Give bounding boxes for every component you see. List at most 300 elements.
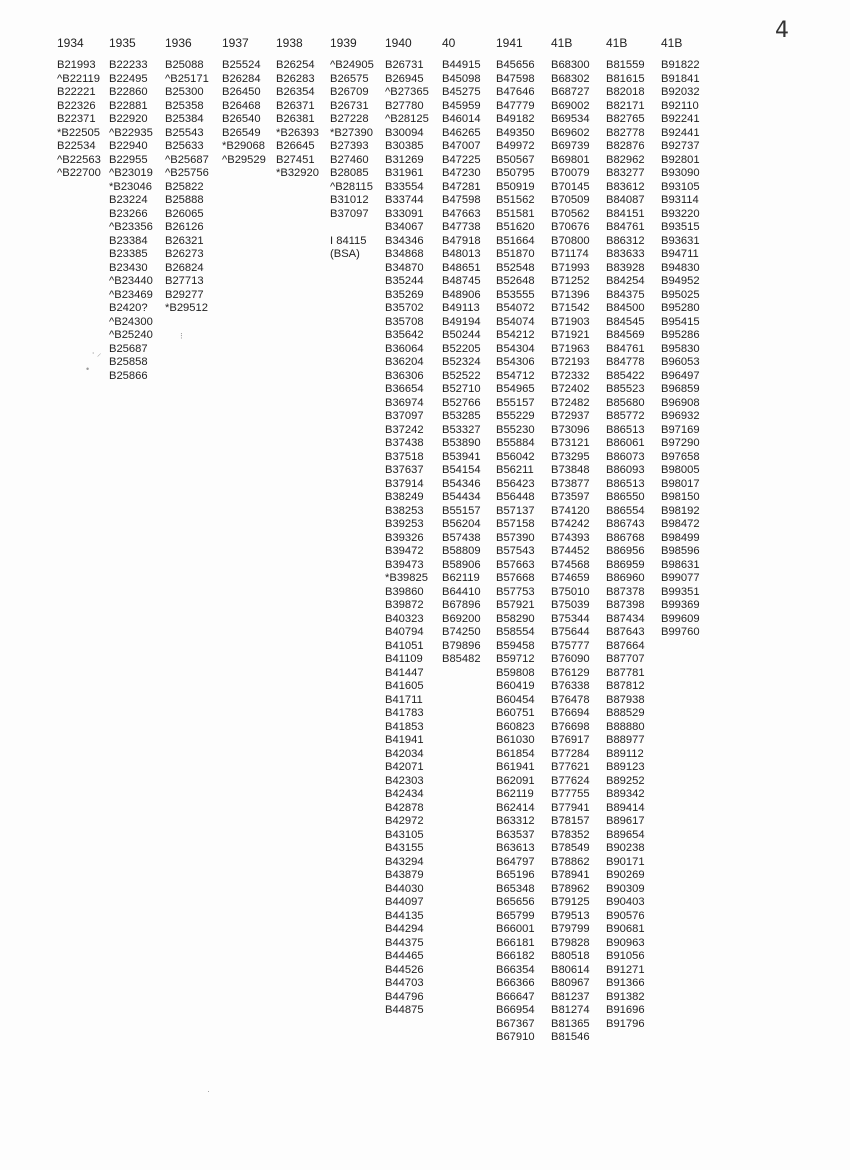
frame-number: B78157 [551, 815, 590, 827]
frame-number: B87434 [606, 612, 645, 625]
frame-number: B47598 [496, 72, 535, 85]
frame-number: B71963 [551, 342, 590, 355]
frame-number: B93105 [661, 180, 700, 193]
frame-number: ^B25687 [165, 153, 209, 166]
frame-number: B72402 [551, 383, 590, 395]
frame-number: ^B24300 [109, 315, 153, 328]
frame-number: B47007 [442, 140, 481, 152]
frame-number: *B39825 [385, 572, 428, 584]
frame-number: B41447 [385, 666, 424, 679]
frame-number: B56042 [496, 450, 535, 463]
frame-number: B76478 [551, 693, 590, 706]
frame-number: B41051 [385, 639, 424, 652]
frame-number: B35642 [385, 329, 424, 341]
frame-number: B58809 [442, 545, 481, 557]
frame-number: B89414 [606, 801, 645, 814]
frame-number: B61854 [496, 747, 535, 760]
frame-number: B87812 [606, 680, 645, 692]
frame-number: B33554 [385, 180, 424, 193]
frame-number: B99351 [661, 585, 700, 598]
frame-number: B77284 [551, 747, 590, 760]
frame-number: B41783 [385, 707, 424, 719]
frame-number: B80967 [551, 977, 590, 989]
frame-number: B26468 [222, 99, 261, 112]
frame-number: B75644 [551, 626, 590, 638]
frame-number: *B26393 [276, 126, 319, 139]
frame-number: B47281 [442, 180, 481, 193]
frame-number: B68302 [551, 72, 590, 85]
frame-number: B67910 [496, 1031, 535, 1043]
frame-number: B25858 [109, 356, 148, 368]
frame-number: B42034 [385, 747, 424, 760]
frame-number: B91822 [661, 59, 700, 71]
frame-number: B86073 [606, 450, 645, 463]
frame-number: B79828 [551, 936, 590, 949]
frame-number: B25822 [165, 180, 204, 193]
frame-number: B21993 [57, 59, 96, 71]
frame-number: B57438 [442, 531, 481, 544]
frame-number: B39473 [385, 558, 424, 571]
frame-number: B76338 [551, 680, 590, 692]
frame-number: B90403 [606, 896, 645, 908]
frame-number: B51664 [496, 234, 535, 247]
frame-number: B25543 [165, 126, 204, 139]
frame-number: B53890 [442, 437, 481, 449]
frame-number: B90269 [606, 869, 645, 881]
frame-number: B52766 [442, 396, 481, 409]
frame-number: B54212 [496, 329, 535, 341]
frame-number: ^B23469 [109, 288, 153, 301]
frame-number: B49113 [442, 302, 480, 314]
frame-number: B82962 [606, 153, 645, 166]
frame-number: B62119 [496, 788, 534, 800]
frame-number: B36204 [385, 356, 424, 368]
frame-number: B89252 [606, 774, 645, 787]
frame-number: ^B24905 [330, 59, 374, 71]
frame-number: B81559 [606, 59, 645, 71]
frame-number: B91382 [606, 990, 645, 1003]
frame-number: B22495 [109, 72, 148, 85]
frame-number: B41711 [385, 693, 423, 706]
frame-number: ^B25171 [165, 72, 209, 85]
frame-number: ^B23019 [109, 167, 153, 179]
frame-number: B84761 [606, 221, 645, 233]
frame-number: B61030 [496, 734, 535, 746]
frame-number: B71174 [551, 248, 589, 260]
frame-number: B69200 [442, 612, 481, 625]
frame-number: B64410 [442, 585, 481, 598]
frame-number: B41605 [385, 680, 424, 692]
column-header: 41B [551, 36, 573, 50]
frame-number: B35269 [385, 288, 424, 301]
frame-number: B54965 [496, 383, 535, 395]
frame-number: B39472 [385, 545, 424, 557]
frame-number: B84545 [606, 315, 645, 328]
frame-number: B26709 [330, 86, 369, 98]
frame-number: B44375 [385, 936, 424, 949]
frame-number: B80518 [551, 950, 590, 962]
frame-number: B47918 [442, 234, 481, 247]
frame-number: B96859 [661, 383, 700, 395]
frame-number: B69801 [551, 153, 590, 166]
frame-number: B44526 [385, 963, 424, 976]
frame-number: B26381 [276, 113, 315, 125]
frame-number: B50567 [496, 153, 535, 166]
frame-number: B72937 [551, 410, 590, 422]
frame-number: B36654 [385, 383, 424, 395]
frame-number: B98017 [661, 477, 700, 490]
frame-number: B37518 [385, 450, 424, 463]
frame-number: B84761 [606, 342, 645, 355]
frame-number: B53285 [442, 410, 481, 422]
frame-number: B84087 [606, 194, 645, 206]
frame-number: B41941 [385, 734, 424, 746]
frame-number: B51870 [496, 248, 535, 260]
frame-number: B85523 [606, 383, 645, 395]
frame-number: B73877 [551, 477, 590, 490]
frame-number: B57663 [496, 558, 535, 571]
frame-number: B25633 [165, 140, 204, 152]
frame-number: B44465 [385, 950, 424, 962]
frame-number: B54154 [442, 464, 481, 476]
frame-number: B59808 [496, 666, 535, 679]
frame-number: B70562 [551, 207, 590, 220]
frame-number: B37914 [385, 477, 424, 490]
frame-number: B75010 [551, 585, 590, 598]
frame-number: B33744 [385, 194, 424, 206]
frame-number: B34346 [385, 234, 424, 247]
frame-number: B25866 [109, 369, 148, 382]
frame-number: B95286 [661, 329, 700, 341]
frame-number: B92441 [661, 126, 700, 139]
frame-number: B93220 [661, 207, 700, 220]
frame-number: B42071 [385, 761, 424, 773]
frame-number: B49350 [496, 126, 535, 139]
frame-number: B44915 [442, 59, 481, 71]
frame-number: B27713 [165, 275, 204, 287]
frame-number: B88977 [606, 734, 645, 746]
frame-number: B52522 [442, 369, 481, 382]
frame-number: B52648 [496, 275, 535, 287]
frame-number: B94830 [661, 261, 700, 274]
frame-number: B99077 [661, 572, 700, 584]
frame-number: B33091 [385, 207, 424, 220]
frame-number: B26126 [165, 221, 204, 233]
frame-number: B48651 [442, 261, 481, 274]
frame-number: B27451 [276, 153, 315, 166]
frame-number: B23384 [109, 234, 148, 247]
frame-number: B51562 [496, 194, 535, 206]
frame-number: B87781 [606, 666, 645, 679]
frame-number: B74242 [551, 518, 590, 530]
frame-number: B63312 [496, 815, 535, 827]
frame-number: B54346 [442, 477, 481, 490]
frame-number: B92737 [661, 140, 700, 152]
frame-number: B22955 [109, 153, 148, 166]
frame-number: B34868 [385, 248, 424, 260]
frame-number: B93515 [661, 221, 700, 233]
frame-number: ^B28125 [385, 113, 429, 125]
frame-number: B26354 [276, 86, 315, 98]
frame-number: B47230 [442, 167, 481, 179]
frame-number: B87664 [606, 639, 645, 652]
frame-number: B91696 [606, 1004, 645, 1016]
frame-number: B92110 [661, 99, 699, 112]
frame-number: B82778 [606, 126, 645, 139]
frame-number: B98192 [661, 504, 700, 517]
frame-number: B60823 [496, 720, 535, 733]
frame-number: B91841 [661, 72, 700, 85]
frame-number: B85772 [606, 410, 645, 422]
frame-number: B27780 [385, 99, 424, 112]
frame-number: B42434 [385, 788, 424, 800]
column-header: 1939 [330, 36, 357, 50]
frame-number: B42972 [385, 815, 424, 827]
frame-number: B26450 [222, 86, 261, 98]
frame-number: B53555 [496, 288, 535, 301]
frame-number: B25524 [222, 59, 261, 71]
frame-number: B30094 [385, 126, 424, 139]
frame-number: B63613 [496, 842, 535, 854]
frame-number: B39872 [385, 599, 424, 611]
frame-number: B66001 [496, 923, 535, 935]
frame-number: B90576 [606, 909, 645, 922]
frame-number: B22233 [109, 59, 148, 71]
frame-number: B39326 [385, 531, 424, 544]
column-header: 41B [661, 36, 683, 50]
frame-number: B81237 [551, 990, 590, 1003]
frame-number: B96497 [661, 369, 700, 382]
frame-number: B57137 [496, 504, 535, 517]
frame-number: B75777 [551, 639, 590, 652]
frame-number: B67896 [442, 599, 481, 611]
frame-number: B82876 [606, 140, 645, 152]
frame-number: B22534 [57, 140, 96, 152]
frame-number: B86513 [606, 477, 645, 490]
frame-number: B22860 [109, 86, 148, 98]
frame-number: B90238 [606, 842, 645, 854]
frame-number: B26731 [330, 99, 369, 112]
frame-number: B39253 [385, 518, 424, 530]
frame-number: B99369 [661, 599, 700, 611]
frame-number: B53327 [442, 423, 481, 436]
frame-number: B77755 [551, 788, 590, 800]
frame-number: B50919 [496, 180, 535, 193]
frame-number: *B27390 [330, 126, 373, 139]
frame-number: B84778 [606, 356, 645, 368]
frame-number: B23224 [109, 194, 148, 206]
frame-number: B57158 [496, 518, 535, 530]
frame-number: B44030 [385, 882, 424, 895]
frame-number: B42303 [385, 774, 424, 787]
frame-number: B79799 [551, 923, 590, 935]
frame-number: B84375 [606, 288, 645, 301]
frame-number: *B29068 [222, 140, 265, 152]
frame-number: B87378 [606, 585, 645, 598]
frame-number: B25358 [165, 99, 204, 112]
frame-number: B50795 [496, 167, 535, 179]
column-header: 41B [606, 36, 628, 50]
frame-number: B22920 [109, 113, 148, 125]
frame-number: B55884 [496, 437, 535, 449]
frame-number: B65348 [496, 882, 535, 895]
frame-number: B66647 [496, 990, 535, 1003]
frame-number: B55157 [442, 504, 481, 517]
frame-number: B95415 [661, 315, 700, 328]
frame-number: B84151 [606, 207, 645, 220]
frame-number: B93631 [661, 234, 700, 247]
frame-number: B98472 [661, 518, 700, 530]
frame-number: B70509 [551, 194, 590, 206]
frame-number: B89112 [606, 747, 644, 760]
entry-list [661, 59, 731, 640]
frame-number: B86960 [606, 572, 645, 584]
frame-number: B74452 [551, 545, 590, 557]
frame-number: B97169 [661, 423, 700, 436]
frame-number: B69739 [551, 140, 590, 152]
frame-number: B82171 [606, 99, 645, 112]
frame-number: B44135 [385, 909, 424, 922]
stray-mark: ⁝ [180, 331, 183, 341]
frame-number: B30385 [385, 140, 424, 152]
frame-number: B91796 [606, 1017, 645, 1030]
frame-number: B74250 [442, 626, 481, 638]
frame-number: B86312 [606, 234, 645, 247]
frame-number: B91056 [606, 950, 645, 962]
frame-number: B87398 [606, 599, 645, 611]
frame-number: B25088 [165, 59, 204, 71]
frame-number: B29277 [165, 288, 204, 301]
frame-number: B70676 [551, 221, 590, 233]
frame-number: B38249 [385, 491, 424, 503]
frame-number: *B29512 [165, 302, 208, 314]
frame-number: B63537 [496, 828, 535, 841]
frame-number: B26645 [276, 140, 315, 152]
frame-number: B46265 [442, 126, 481, 139]
frame-number: B36974 [385, 396, 424, 409]
frame-number: B55230 [496, 423, 535, 436]
frame-number: B66954 [496, 1004, 535, 1016]
frame-number: ^B22119 [57, 72, 100, 85]
column-header: 1937 [222, 36, 249, 50]
frame-number: B71252 [551, 275, 590, 287]
frame-number: B26575 [330, 72, 369, 85]
frame-number: B72332 [551, 369, 590, 382]
frame-number: B52205 [442, 342, 481, 355]
frame-number: B57753 [496, 585, 535, 598]
frame-number: B55157 [496, 396, 535, 409]
frame-number: B44294 [385, 923, 424, 935]
frame-number: B92801 [661, 153, 700, 166]
frame-number: B86093 [606, 464, 645, 476]
column-header: 1940 [385, 36, 412, 50]
frame-number: ^B23356 [109, 221, 153, 233]
frame-number: B88529 [606, 707, 645, 719]
frame-number: B26321 [165, 234, 204, 247]
frame-number: B25384 [165, 113, 204, 125]
frame-number: B22881 [109, 99, 148, 112]
frame-number: B76090 [551, 653, 590, 665]
frame-number: B25888 [165, 194, 204, 206]
frame-number: B86768 [606, 531, 645, 544]
frame-number: B83633 [606, 248, 645, 260]
frame-number: B66366 [496, 977, 535, 989]
frame-number: B45275 [442, 86, 481, 98]
frame-number: B86061 [606, 437, 645, 449]
frame-number: ^B28115 [330, 180, 373, 193]
frame-number: B91366 [606, 977, 645, 989]
frame-number: B85422 [606, 369, 645, 382]
frame-number: B71903 [551, 315, 590, 328]
frame-number: B86956 [606, 545, 645, 557]
frame-number: B81274 [551, 1004, 590, 1016]
frame-number: B98005 [661, 464, 700, 476]
frame-number: B65196 [496, 869, 535, 881]
frame-number: B83277 [606, 167, 645, 179]
frame-number: B47738 [442, 221, 481, 233]
frame-number: B83928 [606, 261, 645, 274]
frame-number: B48906 [442, 288, 481, 301]
frame-number: B44796 [385, 990, 424, 1003]
frame-number: B71542 [551, 302, 590, 314]
frame-number: B43105 [385, 828, 424, 841]
frame-number: B35244 [385, 275, 424, 287]
frame-number: B54306 [496, 356, 535, 368]
frame-number: B86550 [606, 491, 645, 503]
frame-number: (BSA) [330, 248, 360, 260]
frame-number: B89342 [606, 788, 645, 800]
frame-number: B35708 [385, 315, 424, 328]
frame-number: B81365 [551, 1017, 590, 1030]
frame-number: B92032 [661, 86, 700, 98]
frame-number: B73597 [551, 491, 590, 503]
frame-number: B98499 [661, 531, 700, 544]
frame-number: B74568 [551, 558, 590, 571]
frame-number: B62414 [496, 801, 535, 814]
frame-number: B73848 [551, 464, 590, 476]
frame-number: B73295 [551, 450, 590, 463]
stray-mark: · [207, 1086, 210, 1096]
frame-number: B50244 [442, 329, 481, 341]
frame-number: B76694 [551, 707, 590, 719]
frame-number: B43879 [385, 869, 424, 881]
page-number: 4 [775, 18, 789, 43]
frame-number: B22326 [57, 99, 96, 112]
frame-number: B22371 [57, 113, 96, 125]
frame-number: B45656 [496, 59, 535, 71]
frame-number: B74393 [551, 531, 590, 544]
frame-number: B26371 [276, 99, 315, 112]
frame-number: *B22505 [57, 126, 100, 139]
frame-number: B34870 [385, 261, 424, 274]
frame-number: B78862 [551, 855, 590, 868]
frame-number: B56423 [496, 477, 535, 490]
frame-number: B41109 [385, 653, 423, 665]
frame-number: B78962 [551, 882, 590, 895]
frame-number: B97658 [661, 450, 700, 463]
frame-number: B46014 [442, 113, 481, 125]
frame-number: B73121 [551, 437, 590, 449]
frame-number: B51620 [496, 221, 535, 233]
frame-number: B40323 [385, 612, 424, 625]
frame-number: B57668 [496, 572, 535, 584]
frame-number: B37637 [385, 464, 424, 476]
frame-number: B48013 [442, 248, 481, 260]
frame-number: B47646 [496, 86, 535, 98]
frame-number: B70145 [551, 180, 590, 193]
frame-number: B90963 [606, 936, 645, 949]
frame-number: B52548 [496, 261, 535, 274]
